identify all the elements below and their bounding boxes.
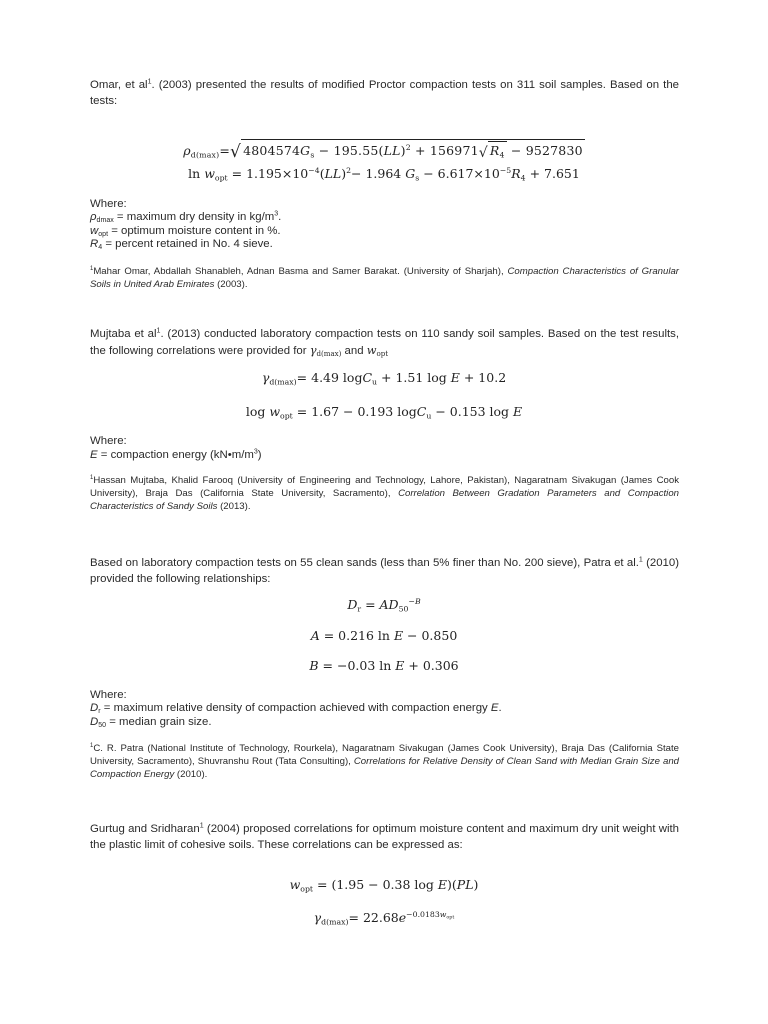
omar-where-label: Where: [90,198,127,210]
omar-def-retained: $R_4$ = percent retained in No. 4 sieve. [90,238,273,252]
patra-coefficient-a-equation: A = 0.216 ln E − 0.850 [310,628,458,643]
mujtaba-where-label: Where: [90,435,127,447]
omar-intro-paragraph [90,78,679,109]
patra-footnote-year: (2010). [174,769,208,780]
patra-where-label: Where: [90,689,127,701]
omar-moisture-equation: $\ln w_{opt} = 1.195\times 10^{-4}(LL)^2- 1.964$ $G_s - 6.617\times 10^{-5}R_4 + 7.651$ [188,165,580,183]
patra-relative-density-equation: $D_r = AD_{50}^{-B}$ [347,596,421,614]
omar-density-equation: $\rho_{d(max)}=√$ $4804574G_s - 195.55(LL)^2 + 156971√$ $R_4 - 9527830$ [0,139,768,160]
omar-def-moisture: $w_{opt}$ = optimum moisture content in %. [90,224,281,238]
mujtaba-footnote-text: $^1$Hassan Mujtaba, Khalid Farooq (University of Engineering and Technology, Lahore, Pakistan), Nagaratnam Sivakugan (James Cook University), Braja Das (California State University, Sacramento), [90,475,679,499]
square-root: √ $4804574G_s - 195.55(LL)^2 + 156971√$ $R_4 - 9527830$ [230,139,585,160]
omar-footnote [90,265,679,291]
gurtug-moisture-equation: $w_{opt} = (1.95 - 0.38$ log E)(PL) [289,877,479,894]
omar-footnote-year: (2003). [214,279,248,290]
mujtaba-footnote-title: Correlation Between Gradation Parameters and Compaction Characteristics of Sandy Soils [90,488,679,512]
patra-footnote-text: $^1$C. R. Patra (National Institute of Technology, Rourkela), Nagaratnam Sivakugan (James Cook University), Braja Das (California State University, Sacramento), Shuvranshu Rout (Tata Consulting), [90,743,679,767]
patra-def-median-grain: $D_{50}$ = median grain size. [90,715,212,729]
mujtaba-footnote-year: (2013). [217,501,251,512]
mujtaba-moisture-equation: $\log w_{opt} = 1.67 - 0.193$ logC$_u$ − 0.153 log E [245,404,523,421]
mujtaba-intro-paragraph: Mujtaba et $al^1$. (2013) conducted laboratory compaction tests on 110 sandy soil samples. Based on the test results, the following correlations were provided for $\gamma_{d(max)}$ and $w_{opt}$ [90,327,679,358]
gurtug-unit-weight-equation: $\gamma_{d(max)}= 22.68e^{-0.0183w_{opt}}$ [313,909,455,927]
patra-footnote-title: Correlations for Relative Density of Clean Sand with Median Grain Size and Compaction Energy [90,756,679,780]
patra-coefficient-b-equation: B = −0.03 ln E + 0.306 [309,658,459,673]
gurtug-intro-paragraph: Gurtug and Sridharan$^1$ (2004) proposed correlations for optimum moisture content and maximum dry unit weight with the plastic limit of cohesive soils. These correlations can be expressed as: [90,822,679,851]
omar-footnote-text: $^1$Mahar Omar, Abdallah Shanableh, Adnan Basma and Samer Barakat. (University of Sharjah), [90,266,508,277]
omar-intro-text: Omar, et $al^1$. (2003) presented the results of modified Proctor compaction tests on 311 soil samples. Based on the tests: [90,78,679,107]
patra-definitions [90,702,679,729]
omar-def-density: $\rho_{dmax}$ = maximum dry density in $kg/m^3$. [90,210,282,225]
mujtaba-unit-weight-equation: $\gamma_{d(max)}= 4.49$ logC$_u$ + 1.51 log E + 10.2 [261,370,507,387]
patra-footnote [90,742,679,781]
patra-def-relative-density: $D_r$ = maximum relative density of compaction achieved with compaction energy E. [90,702,502,716]
mujtaba-def-energy: E = compaction energy $(kN•m/m^3)$ [90,448,262,461]
omar-definitions [90,211,679,252]
omar-footnote-title: Compaction Characteristics of Granular Soils in United Arab Emirates [90,266,679,290]
patra-intro-paragraph: Based on laboratory compaction tests on 55 clean sands (less than 5% finer than No. 200 sieve), Patra et al.$^1$ (2010) provided the following relationships: [90,556,679,585]
mujtaba-footnote [90,474,679,513]
